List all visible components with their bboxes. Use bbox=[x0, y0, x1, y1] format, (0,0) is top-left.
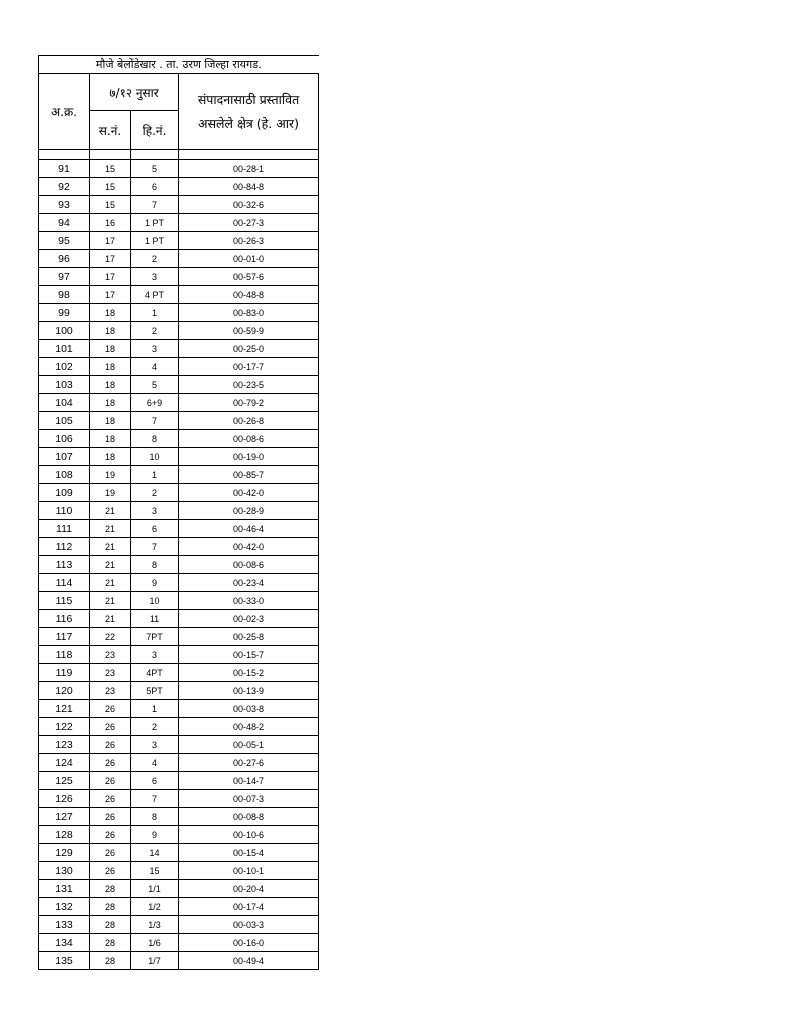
table-row bbox=[39, 304, 319, 322]
area-cell: 00-46-4 bbox=[179, 520, 319, 538]
area-cell: 00-10-1 bbox=[179, 862, 319, 880]
survey-number-cell: 19 bbox=[90, 466, 131, 484]
survey-number-cell: 28 bbox=[90, 952, 131, 970]
survey-number-cell: 15 bbox=[90, 196, 131, 214]
area-cell: 00-08-6 bbox=[179, 430, 319, 448]
serial-cell: 94 bbox=[39, 214, 90, 232]
table-row bbox=[39, 214, 319, 232]
serial-cell: 114 bbox=[39, 574, 90, 592]
table-row bbox=[39, 484, 319, 502]
serial-cell: 120 bbox=[39, 682, 90, 700]
area-cell: 00-01-0 bbox=[179, 250, 319, 268]
area-cell: 00-42-0 bbox=[179, 484, 319, 502]
serial-cell: 112 bbox=[39, 538, 90, 556]
area-cell: 00-15-4 bbox=[179, 844, 319, 862]
area-cell: 00-03-3 bbox=[179, 916, 319, 934]
hissa-number-cell: 2 bbox=[131, 484, 179, 502]
serial-cell: 106 bbox=[39, 430, 90, 448]
area-cell: 00-08-8 bbox=[179, 808, 319, 826]
table-row bbox=[39, 592, 319, 610]
survey-number-cell: 18 bbox=[90, 340, 131, 358]
hissa-number-cell: 6 bbox=[131, 520, 179, 538]
hissa-number-cell: 9 bbox=[131, 574, 179, 592]
table-row bbox=[39, 682, 319, 700]
land-acquisition-document bbox=[38, 55, 318, 970]
serial-cell: 107 bbox=[39, 448, 90, 466]
survey-number-cell: 26 bbox=[90, 736, 131, 754]
hissa-number-cell: 6 bbox=[131, 178, 179, 196]
table-row bbox=[39, 376, 319, 394]
area-cell: 00-26-3 bbox=[179, 232, 319, 250]
area-cell: 00-28-9 bbox=[179, 502, 319, 520]
serial-cell: 122 bbox=[39, 718, 90, 736]
table-row bbox=[39, 160, 319, 178]
area-cell: 00-19-0 bbox=[179, 448, 319, 466]
area-cell: 00-84-8 bbox=[179, 178, 319, 196]
area-header-line-2: असलेले क्षेत्र (हे. आर) bbox=[198, 115, 300, 131]
table-row bbox=[39, 196, 319, 214]
hissa-number-cell: 5PT bbox=[131, 682, 179, 700]
survey-number-cell: 28 bbox=[90, 898, 131, 916]
serial-cell: 92 bbox=[39, 178, 90, 196]
serial-cell: 98 bbox=[39, 286, 90, 304]
survey-number-cell: 26 bbox=[90, 790, 131, 808]
serial-cell: 93 bbox=[39, 196, 90, 214]
serial-cell: 135 bbox=[39, 952, 90, 970]
survey-number-cell: 26 bbox=[90, 700, 131, 718]
survey-number-cell: 15 bbox=[90, 178, 131, 196]
hissa-number-cell: 11 bbox=[131, 610, 179, 628]
table-row bbox=[39, 610, 319, 628]
area-cell: 00-32-6 bbox=[179, 196, 319, 214]
serial-cell: 133 bbox=[39, 916, 90, 934]
hissa-number-cell: 7 bbox=[131, 412, 179, 430]
area-cell: 00-27-3 bbox=[179, 214, 319, 232]
survey-number-cell: 21 bbox=[90, 556, 131, 574]
serial-cell: 113 bbox=[39, 556, 90, 574]
table-row bbox=[39, 466, 319, 484]
table-row bbox=[39, 736, 319, 754]
hissa-number-cell: 4 PT bbox=[131, 286, 179, 304]
serial-cell: 125 bbox=[39, 772, 90, 790]
table-row bbox=[39, 250, 319, 268]
area-cell: 00-03-8 bbox=[179, 700, 319, 718]
survey-number-cell: 18 bbox=[90, 358, 131, 376]
serial-cell: 128 bbox=[39, 826, 90, 844]
survey-number-cell: 28 bbox=[90, 934, 131, 952]
table-row bbox=[39, 574, 319, 592]
survey-number-cell: 21 bbox=[90, 610, 131, 628]
table-row bbox=[39, 520, 319, 538]
table-row bbox=[39, 340, 319, 358]
serial-cell: 102 bbox=[39, 358, 90, 376]
land-area-table bbox=[38, 55, 319, 970]
hissa-number-cell: 7 bbox=[131, 790, 179, 808]
area-cell: 00-10-6 bbox=[179, 826, 319, 844]
area-cell: 00-25-0 bbox=[179, 340, 319, 358]
table-row bbox=[39, 358, 319, 376]
survey-number-cell: 23 bbox=[90, 664, 131, 682]
serial-cell: 121 bbox=[39, 700, 90, 718]
area-cell: 00-49-4 bbox=[179, 952, 319, 970]
survey-number-cell: 23 bbox=[90, 646, 131, 664]
table-row bbox=[39, 808, 319, 826]
table-row bbox=[39, 862, 319, 880]
survey-number-cell: 26 bbox=[90, 772, 131, 790]
hissa-number-cell: 1 bbox=[131, 466, 179, 484]
area-cell: 00-23-4 bbox=[179, 574, 319, 592]
serial-cell: 99 bbox=[39, 304, 90, 322]
table-row bbox=[39, 628, 319, 646]
serial-cell: 116 bbox=[39, 610, 90, 628]
survey-number-cell: 18 bbox=[90, 412, 131, 430]
survey-number-cell: 17 bbox=[90, 232, 131, 250]
area-cell: 00-15-2 bbox=[179, 664, 319, 682]
survey-number-cell: 18 bbox=[90, 322, 131, 340]
table-row bbox=[39, 916, 319, 934]
village-title: मौजे बेलोंडेखार . ता. उरण जिल्हा रायगड. bbox=[39, 56, 319, 74]
serial-cell: 129 bbox=[39, 844, 90, 862]
table-row bbox=[39, 286, 319, 304]
survey-number-cell: 26 bbox=[90, 862, 131, 880]
area-cell: 00-15-7 bbox=[179, 646, 319, 664]
serial-cell: 108 bbox=[39, 466, 90, 484]
header-spacer-row bbox=[39, 150, 319, 160]
area-cell: 00-33-0 bbox=[179, 592, 319, 610]
hissa-number-cell: 5 bbox=[131, 160, 179, 178]
area-cell: 00-28-1 bbox=[179, 160, 319, 178]
serial-cell: 127 bbox=[39, 808, 90, 826]
table-row bbox=[39, 664, 319, 682]
hissa-number-cell: 5 bbox=[131, 376, 179, 394]
table-row bbox=[39, 412, 319, 430]
serial-cell: 117 bbox=[39, 628, 90, 646]
table-row bbox=[39, 646, 319, 664]
hissa-number-cell: 4 bbox=[131, 358, 179, 376]
table-row bbox=[39, 502, 319, 520]
serial-cell: 134 bbox=[39, 934, 90, 952]
survey-number-cell: 18 bbox=[90, 448, 131, 466]
serial-cell: 115 bbox=[39, 592, 90, 610]
table-body bbox=[39, 160, 319, 970]
table-row bbox=[39, 826, 319, 844]
serial-cell: 118 bbox=[39, 646, 90, 664]
table-row bbox=[39, 232, 319, 250]
table-row bbox=[39, 718, 319, 736]
hissa-number-cell: 3 bbox=[131, 340, 179, 358]
survey-number-cell: 18 bbox=[90, 376, 131, 394]
serial-cell: 109 bbox=[39, 484, 90, 502]
serial-cell: 130 bbox=[39, 862, 90, 880]
area-cell: 00-20-4 bbox=[179, 880, 319, 898]
hissa-number-cell: 4 bbox=[131, 754, 179, 772]
survey-number-cell: 26 bbox=[90, 844, 131, 862]
hissa-number-cell: 3 bbox=[131, 502, 179, 520]
survey-number-cell: 21 bbox=[90, 574, 131, 592]
survey-number-header: स.नं. bbox=[90, 111, 131, 150]
hissa-number-cell: 14 bbox=[131, 844, 179, 862]
survey-number-cell: 17 bbox=[90, 268, 131, 286]
area-cell: 00-42-0 bbox=[179, 538, 319, 556]
table-row bbox=[39, 790, 319, 808]
hissa-number-cell: 1/6 bbox=[131, 934, 179, 952]
hissa-number-cell: 4PT bbox=[131, 664, 179, 682]
serial-cell: 104 bbox=[39, 394, 90, 412]
table-row bbox=[39, 700, 319, 718]
area-cell: 00-07-3 bbox=[179, 790, 319, 808]
survey-number-cell: 21 bbox=[90, 538, 131, 556]
serial-cell: 95 bbox=[39, 232, 90, 250]
hissa-number-cell: 1/2 bbox=[131, 898, 179, 916]
survey-number-cell: 28 bbox=[90, 916, 131, 934]
hissa-number-cell: 1 bbox=[131, 304, 179, 322]
area-cell: 00-59-9 bbox=[179, 322, 319, 340]
survey-number-cell: 26 bbox=[90, 808, 131, 826]
area-cell: 00-48-8 bbox=[179, 286, 319, 304]
hissa-number-cell: 6 bbox=[131, 772, 179, 790]
area-header-line-1: संपादनासाठी प्रस्तावित bbox=[197, 91, 300, 107]
survey-number-cell: 21 bbox=[90, 592, 131, 610]
table-row bbox=[39, 934, 319, 952]
hissa-number-cell: 10 bbox=[131, 448, 179, 466]
survey-number-cell: 16 bbox=[90, 214, 131, 232]
survey-number-cell: 21 bbox=[90, 502, 131, 520]
area-cell: 00-05-1 bbox=[179, 736, 319, 754]
serial-cell: 91 bbox=[39, 160, 90, 178]
survey-number-cell: 28 bbox=[90, 880, 131, 898]
area-cell: 00-57-6 bbox=[179, 268, 319, 286]
table-row bbox=[39, 772, 319, 790]
hissa-number-cell: 2 bbox=[131, 322, 179, 340]
area-cell: 00-17-7 bbox=[179, 358, 319, 376]
hissa-number-cell: 10 bbox=[131, 592, 179, 610]
area-cell: 00-83-0 bbox=[179, 304, 319, 322]
hissa-number-cell: 7 bbox=[131, 196, 179, 214]
table-row bbox=[39, 430, 319, 448]
survey-number-cell: 17 bbox=[90, 250, 131, 268]
serial-cell: 126 bbox=[39, 790, 90, 808]
survey-number-cell: 23 bbox=[90, 682, 131, 700]
hissa-number-cell: 8 bbox=[131, 430, 179, 448]
hissa-number-header: हि.नं. bbox=[131, 111, 179, 150]
hissa-number-cell: 1/1 bbox=[131, 880, 179, 898]
table-row bbox=[39, 556, 319, 574]
area-cell: 00-23-5 bbox=[179, 376, 319, 394]
area-cell: 00-27-6 bbox=[179, 754, 319, 772]
table-row bbox=[39, 952, 319, 970]
area-cell: 00-16-0 bbox=[179, 934, 319, 952]
serial-cell: 119 bbox=[39, 664, 90, 682]
survey-number-cell: 19 bbox=[90, 484, 131, 502]
table-row bbox=[39, 538, 319, 556]
serial-cell: 111 bbox=[39, 520, 90, 538]
area-cell: 00-26-8 bbox=[179, 412, 319, 430]
area-cell: 00-25-8 bbox=[179, 628, 319, 646]
hissa-number-cell: 9 bbox=[131, 826, 179, 844]
table-row bbox=[39, 448, 319, 466]
survey-number-cell: 18 bbox=[90, 430, 131, 448]
serial-cell: 124 bbox=[39, 754, 90, 772]
hissa-number-cell: 2 bbox=[131, 250, 179, 268]
area-cell: 00-48-2 bbox=[179, 718, 319, 736]
table-row bbox=[39, 880, 319, 898]
area-cell: 00-17-4 bbox=[179, 898, 319, 916]
hissa-number-cell: 7PT bbox=[131, 628, 179, 646]
table-row bbox=[39, 322, 319, 340]
area-cell: 00-85-7 bbox=[179, 466, 319, 484]
proposed-area-header bbox=[179, 74, 319, 150]
hissa-number-cell: 1 PT bbox=[131, 232, 179, 250]
serial-cell: 103 bbox=[39, 376, 90, 394]
hissa-number-cell: 7 bbox=[131, 538, 179, 556]
serial-cell: 96 bbox=[39, 250, 90, 268]
area-cell: 00-14-7 bbox=[179, 772, 319, 790]
hissa-number-cell: 3 bbox=[131, 646, 179, 664]
serial-number-header: अ.क्र. bbox=[39, 74, 90, 150]
hissa-number-cell: 8 bbox=[131, 556, 179, 574]
survey-number-cell: 15 bbox=[90, 160, 131, 178]
hissa-number-cell: 15 bbox=[131, 862, 179, 880]
area-cell: 00-13-9 bbox=[179, 682, 319, 700]
hissa-number-cell: 2 bbox=[131, 718, 179, 736]
survey-number-cell: 22 bbox=[90, 628, 131, 646]
survey-number-cell: 26 bbox=[90, 754, 131, 772]
hissa-number-cell: 3 bbox=[131, 736, 179, 754]
table-row bbox=[39, 178, 319, 196]
serial-cell: 101 bbox=[39, 340, 90, 358]
survey-number-cell: 26 bbox=[90, 826, 131, 844]
hissa-number-cell: 6+9 bbox=[131, 394, 179, 412]
hissa-number-cell: 1 PT bbox=[131, 214, 179, 232]
hissa-number-cell: 3 bbox=[131, 268, 179, 286]
survey-number-cell: 18 bbox=[90, 394, 131, 412]
hissa-number-cell: 1/3 bbox=[131, 916, 179, 934]
survey-number-cell: 21 bbox=[90, 520, 131, 538]
table-row bbox=[39, 754, 319, 772]
serial-cell: 132 bbox=[39, 898, 90, 916]
area-cell: 00-79-2 bbox=[179, 394, 319, 412]
record-7-12-header: ७/१२ नुसार bbox=[90, 74, 179, 111]
hissa-number-cell: 1 bbox=[131, 700, 179, 718]
table-row bbox=[39, 898, 319, 916]
area-cell: 00-02-3 bbox=[179, 610, 319, 628]
table-row bbox=[39, 844, 319, 862]
serial-cell: 131 bbox=[39, 880, 90, 898]
table-row bbox=[39, 394, 319, 412]
table-row bbox=[39, 268, 319, 286]
serial-cell: 100 bbox=[39, 322, 90, 340]
serial-cell: 97 bbox=[39, 268, 90, 286]
area-cell: 00-08-6 bbox=[179, 556, 319, 574]
serial-cell: 110 bbox=[39, 502, 90, 520]
survey-number-cell: 26 bbox=[90, 718, 131, 736]
survey-number-cell: 18 bbox=[90, 304, 131, 322]
serial-cell: 123 bbox=[39, 736, 90, 754]
hissa-number-cell: 1/7 bbox=[131, 952, 179, 970]
serial-cell: 105 bbox=[39, 412, 90, 430]
hissa-number-cell: 8 bbox=[131, 808, 179, 826]
survey-number-cell: 17 bbox=[90, 286, 131, 304]
